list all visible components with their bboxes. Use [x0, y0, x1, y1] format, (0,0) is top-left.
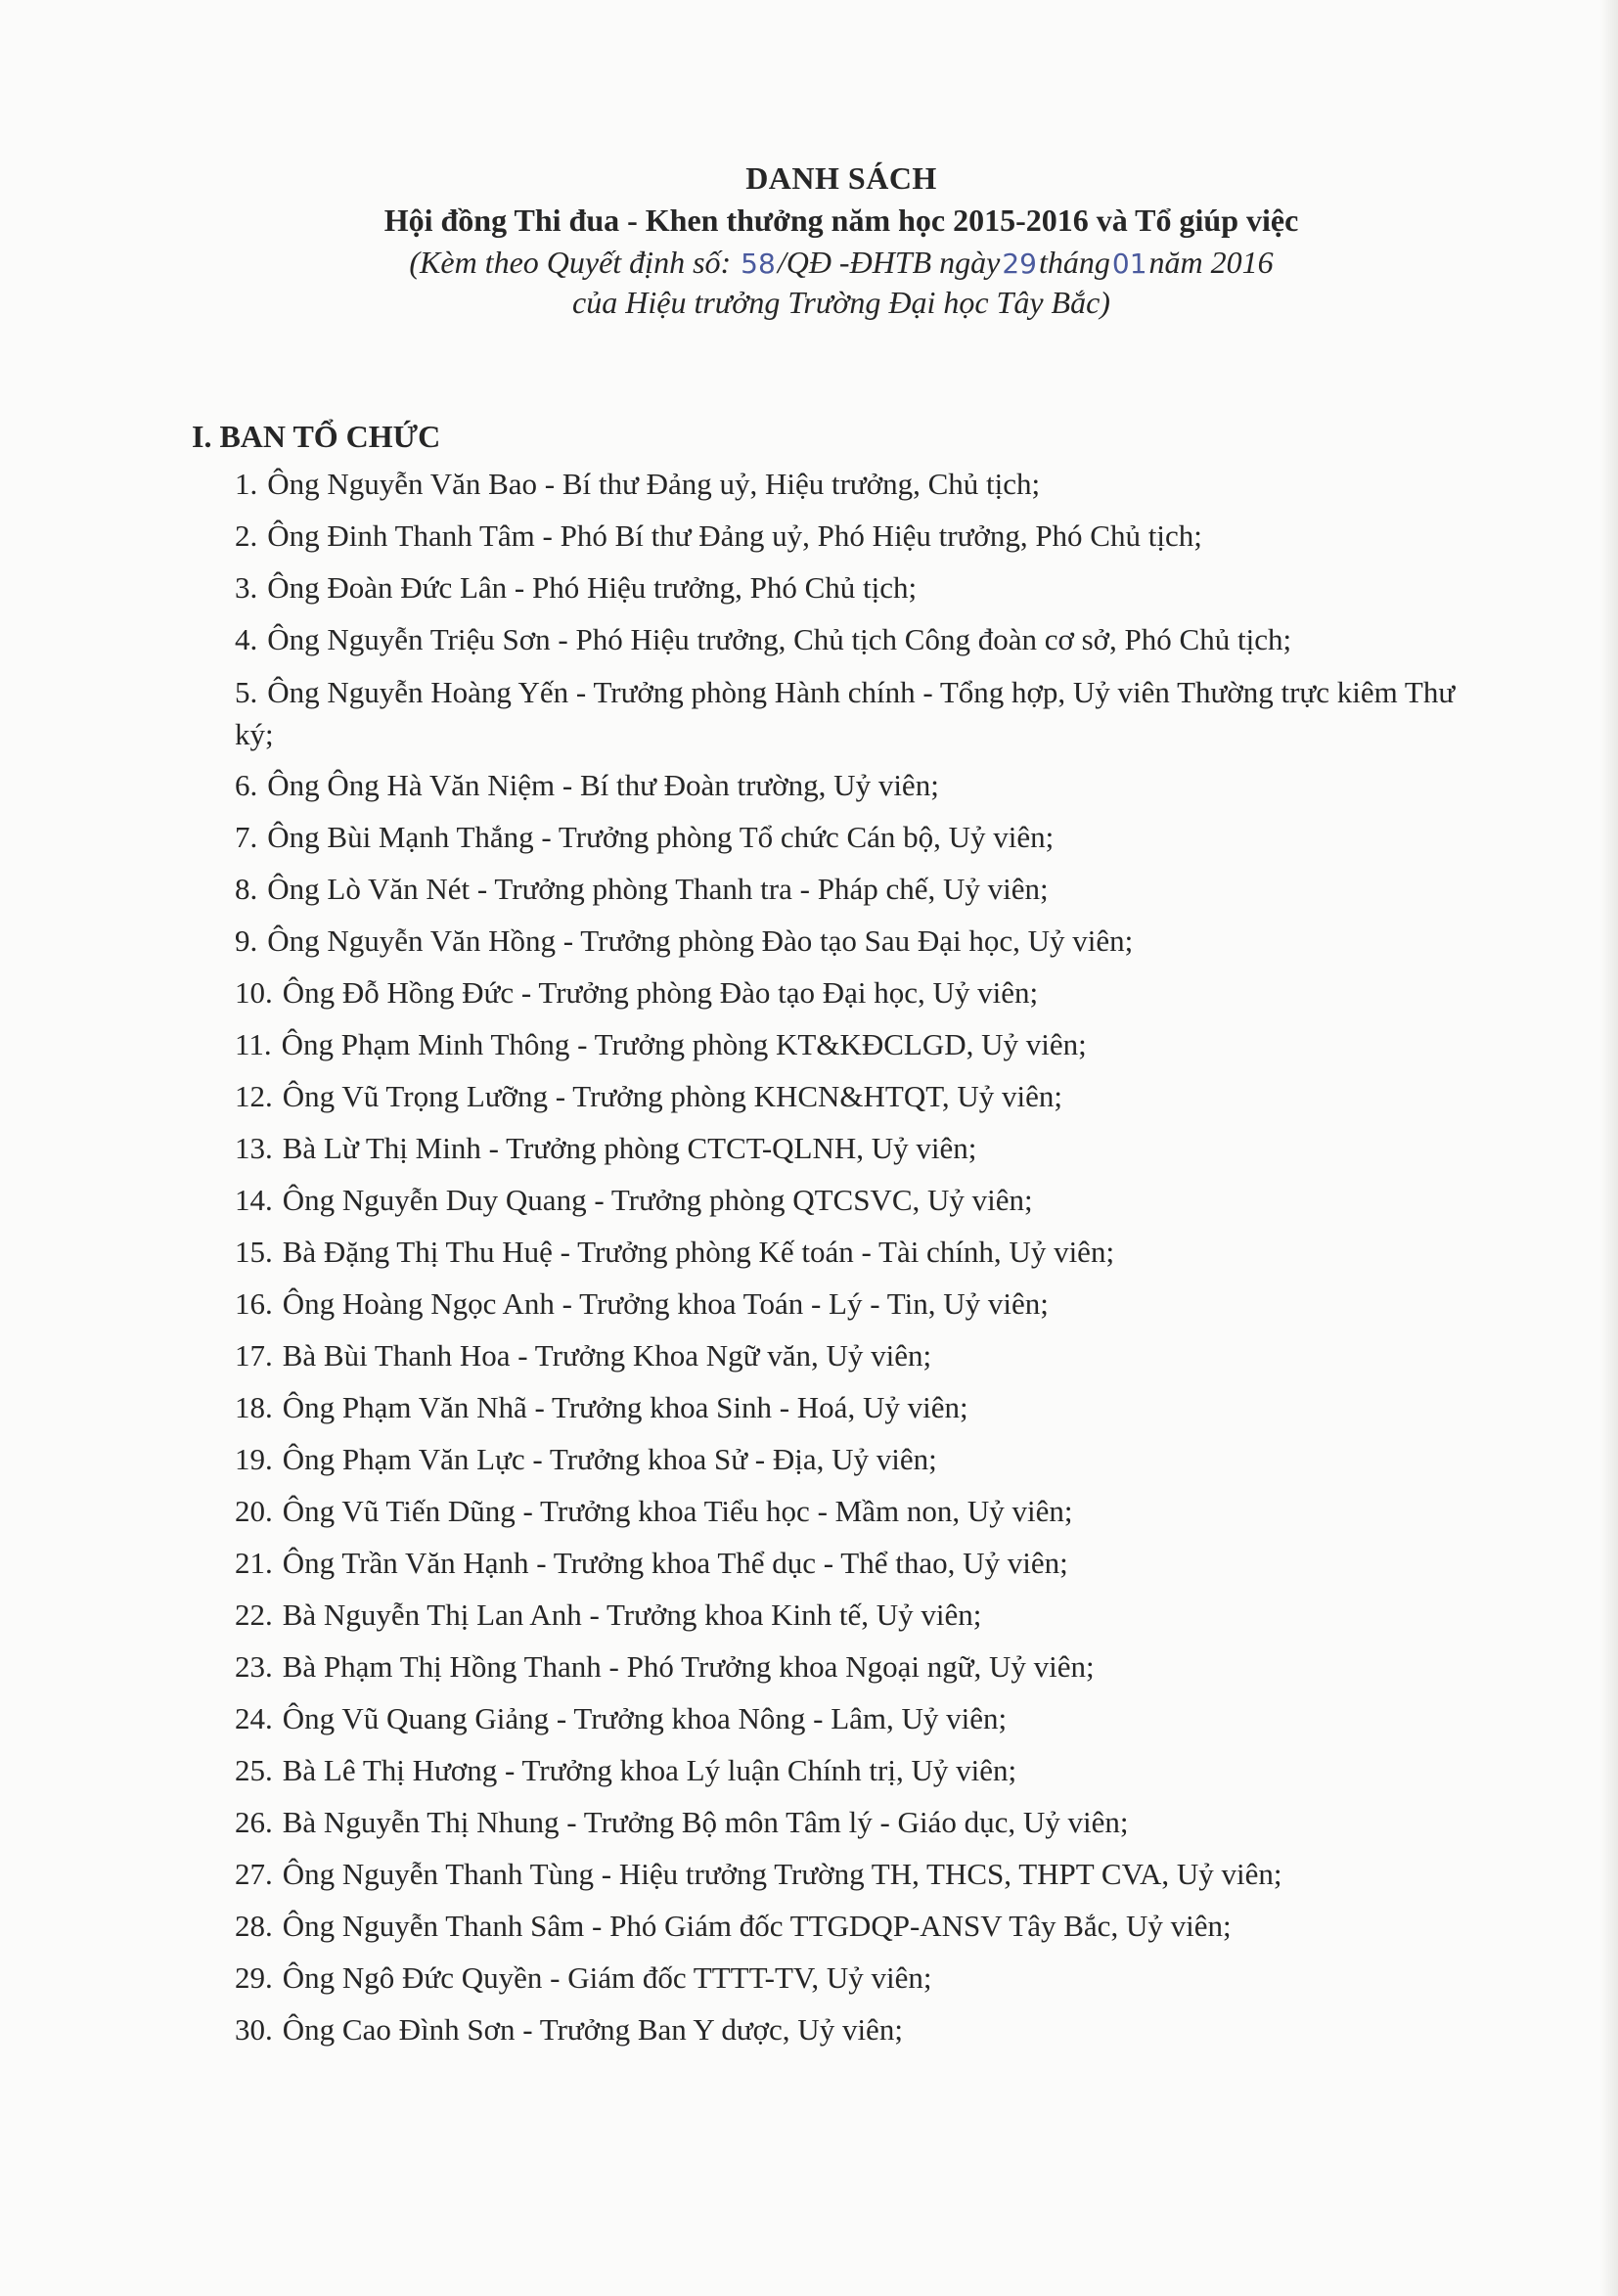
- list-item: [235, 1387, 1506, 1428]
- decision-prefix: (Kèm theo Quyết định số:: [409, 245, 732, 280]
- item-number: 25.: [235, 1753, 273, 1787]
- item-number: 20.: [235, 1494, 273, 1528]
- document-issuer: của Hiệu trưởng Trường Đại học Tây Bắc): [572, 285, 1110, 320]
- item-text: Ông Vũ Trọng Lưỡng - Trưởng phòng KHCN&HTQT, Uỷ viên;: [282, 1079, 1063, 1113]
- list-item: [235, 817, 1506, 858]
- item-text: Bà Phạm Thị Hồng Thanh - Phó Trưởng khoa Ngoại ngữ, Uỷ viên;: [282, 1649, 1095, 1684]
- item-text: Ông Phạm Văn Lực - Trưởng khoa Sử - Địa, Uỷ viên;: [282, 1442, 937, 1476]
- list-item: [235, 1906, 1506, 1947]
- list-item: [235, 921, 1506, 962]
- item-number: 28.: [235, 1909, 273, 1943]
- item-number: 9.: [235, 923, 258, 958]
- item-number: 27.: [235, 1857, 273, 1891]
- item-number: 17.: [235, 1338, 273, 1373]
- item-text: Ông Đinh Thanh Tâm - Phó Bí thư Đảng uỷ, Phó Hiệu trưởng, Phó Chủ tịch;: [267, 518, 1202, 553]
- list-item: [235, 1024, 1506, 1065]
- list-item: [235, 516, 1506, 557]
- list-item: [235, 671, 1458, 755]
- list-item: [235, 1232, 1506, 1273]
- decision-month-handwritten: 01: [1111, 248, 1147, 280]
- item-number: 11.: [235, 1027, 272, 1061]
- item-number: 3.: [235, 570, 258, 605]
- item-text: Ông Hoàng Ngọc Anh - Trưởng khoa Toán - Lý - Tin, Uỷ viên;: [282, 1286, 1049, 1321]
- item-text: Ông Nguyễn Văn Hồng - Trưởng phòng Đào tạo Sau Đại học, Uỷ viên;: [267, 923, 1134, 958]
- decision-reference: [0, 245, 1618, 281]
- item-number: 13.: [235, 1131, 273, 1165]
- list-item: [235, 1802, 1506, 1843]
- item-text: Ông Đoàn Đức Lân - Phó Hiệu trưởng, Phó Chủ tịch;: [267, 570, 918, 605]
- section-heading: I. BAN TỔ CHỨC: [192, 419, 441, 454]
- list-item: [235, 2009, 1506, 2050]
- list-item: [235, 869, 1506, 910]
- list-item: [235, 1335, 1506, 1376]
- item-text: Ông Ngô Đức Quyền - Giám đốc TTTT-TV, Uỷ viên;: [282, 1960, 932, 1995]
- decision-year: năm 2016: [1148, 245, 1274, 280]
- item-number: 4.: [235, 622, 258, 656]
- item-number: 22.: [235, 1598, 273, 1632]
- item-number: 15.: [235, 1235, 273, 1269]
- list-item: [235, 1180, 1506, 1221]
- list-item: [235, 1491, 1506, 1532]
- item-number: 30.: [235, 2012, 273, 2047]
- item-number: 12.: [235, 1079, 273, 1113]
- item-text: Bà Lừ Thị Minh - Trưởng phòng CTCT-QLNH, Uỷ viên;: [282, 1131, 977, 1165]
- decision-day-handwritten: 29: [1002, 248, 1037, 280]
- item-text: Ông Vũ Tiến Dũng - Trưởng khoa Tiểu học - Mầm non, Uỷ viên;: [282, 1494, 1073, 1528]
- list-item: [235, 1076, 1506, 1117]
- decision-middle: /QĐ -ĐHTB ngày: [777, 245, 1001, 280]
- item-text: Ông Trần Văn Hạnh - Trưởng khoa Thể dục - Thể thao, Uỷ viên;: [282, 1546, 1068, 1580]
- item-text: Ông Nguyễn Thanh Tùng - Hiệu trưởng Trường TH, THCS, THPT CVA, Uỷ viên;: [282, 1857, 1282, 1891]
- item-text: Bà Nguyễn Thị Lan Anh - Trưởng khoa Kinh tế, Uỷ viên;: [282, 1598, 982, 1632]
- item-text: Ông Phạm Minh Thông - Trưởng phòng KT&KĐCLGD, Uỷ viên;: [281, 1027, 1087, 1061]
- list-item: [235, 464, 1506, 505]
- document-subtitle: Hội đồng Thi đua - Khen thưởng năm học 2015-2016 và Tổ giúp việc: [383, 203, 1299, 238]
- item-number: 18.: [235, 1390, 273, 1424]
- item-text: Ông Nguyễn Hoàng Yến - Trưởng phòng Hành chính - Tổng hợp, Uỷ viên Thường trực kiêm Thư ký;: [235, 675, 1456, 751]
- item-number: 26.: [235, 1805, 273, 1839]
- item-text: Ông Lò Văn Nét - Trưởng phòng Thanh tra - Pháp chế, Uỷ viên;: [267, 872, 1049, 906]
- item-number: 1.: [235, 467, 258, 501]
- item-text: Bà Đặng Thị Thu Huệ - Trưởng phòng Kế toán - Tài chính, Uỷ viên;: [282, 1235, 1115, 1269]
- item-number: 21.: [235, 1546, 273, 1580]
- item-number: 6.: [235, 768, 258, 802]
- list-item: [235, 1595, 1506, 1636]
- list-item: [235, 619, 1506, 660]
- item-number: 24.: [235, 1701, 273, 1735]
- list-item: [235, 1958, 1506, 1999]
- list-item: [235, 972, 1506, 1013]
- list-item: [235, 567, 1506, 608]
- list-item: [235, 1750, 1506, 1791]
- decision-number-handwritten: 58: [741, 248, 776, 280]
- list-item: [235, 1543, 1506, 1584]
- item-number: 16.: [235, 1286, 273, 1321]
- item-number: 14.: [235, 1183, 273, 1217]
- item-text: Ông Phạm Văn Nhã - Trưởng khoa Sinh - Hoá, Uỷ viên;: [282, 1390, 968, 1424]
- item-number: 5.: [235, 675, 258, 709]
- item-text: Ông Nguyễn Triệu Sơn - Phó Hiệu trưởng, Chủ tịch Công đoàn cơ sở, Phó Chủ tịch;: [267, 622, 1292, 656]
- list-item: [235, 1439, 1506, 1480]
- page-edge-shadow: [1600, 0, 1618, 2296]
- item-text: Bà Nguyễn Thị Nhung - Trưởng Bộ môn Tâm lý - Giáo dục, Uỷ viên;: [282, 1805, 1129, 1839]
- list-item: [235, 765, 1506, 806]
- item-number: 19.: [235, 1442, 273, 1476]
- item-text: Ông Nguyễn Văn Bao - Bí thư Đảng uỷ, Hiệu trưởng, Chủ tịch;: [267, 467, 1041, 501]
- list-item: [235, 1854, 1506, 1895]
- item-text: Ông Đỗ Hồng Đức - Trưởng phòng Đào tạo Đại học, Uỷ viên;: [282, 975, 1039, 1010]
- item-text: Ông Bùi Mạnh Thắng - Trưởng phòng Tổ chức Cán bộ, Uỷ viên;: [267, 820, 1055, 854]
- item-text: Bà Bùi Thanh Hoa - Trưởng Khoa Ngữ văn, Uỷ viên;: [282, 1338, 932, 1373]
- item-text: Bà Lê Thị Hương - Trưởng khoa Lý luận Chính trị, Uỷ viên;: [282, 1753, 1017, 1787]
- item-number: 10.: [235, 975, 273, 1010]
- item-number: 7.: [235, 820, 258, 854]
- item-number: 23.: [235, 1649, 273, 1684]
- decision-month-label: tháng: [1038, 245, 1110, 280]
- list-item: [235, 1646, 1506, 1688]
- member-list: [235, 464, 1506, 2061]
- item-number: 8.: [235, 872, 258, 906]
- item-text: Ông Cao Đình Sơn - Trưởng Ban Y dược, Uỷ viên;: [282, 2012, 903, 2047]
- item-text: Ông Vũ Quang Giảng - Trưởng khoa Nông - Lâm, Uỷ viên;: [282, 1701, 1008, 1735]
- list-item: [235, 1283, 1506, 1325]
- item-text: Ông Nguyễn Duy Quang - Trưởng phòng QTCSVC, Uỷ viên;: [282, 1183, 1033, 1217]
- item-text: Ông Ông Hà Văn Niệm - Bí thư Đoàn trường, Uỷ viên;: [267, 768, 939, 802]
- list-item: [235, 1698, 1506, 1739]
- document-title: DANH SÁCH: [745, 160, 937, 196]
- item-number: 2.: [235, 518, 258, 553]
- item-number: 29.: [235, 1960, 273, 1995]
- list-item: [235, 1128, 1506, 1169]
- item-text: Ông Nguyễn Thanh Sâm - Phó Giám đốc TTGDQP-ANSV Tây Bắc, Uỷ viên;: [282, 1909, 1232, 1943]
